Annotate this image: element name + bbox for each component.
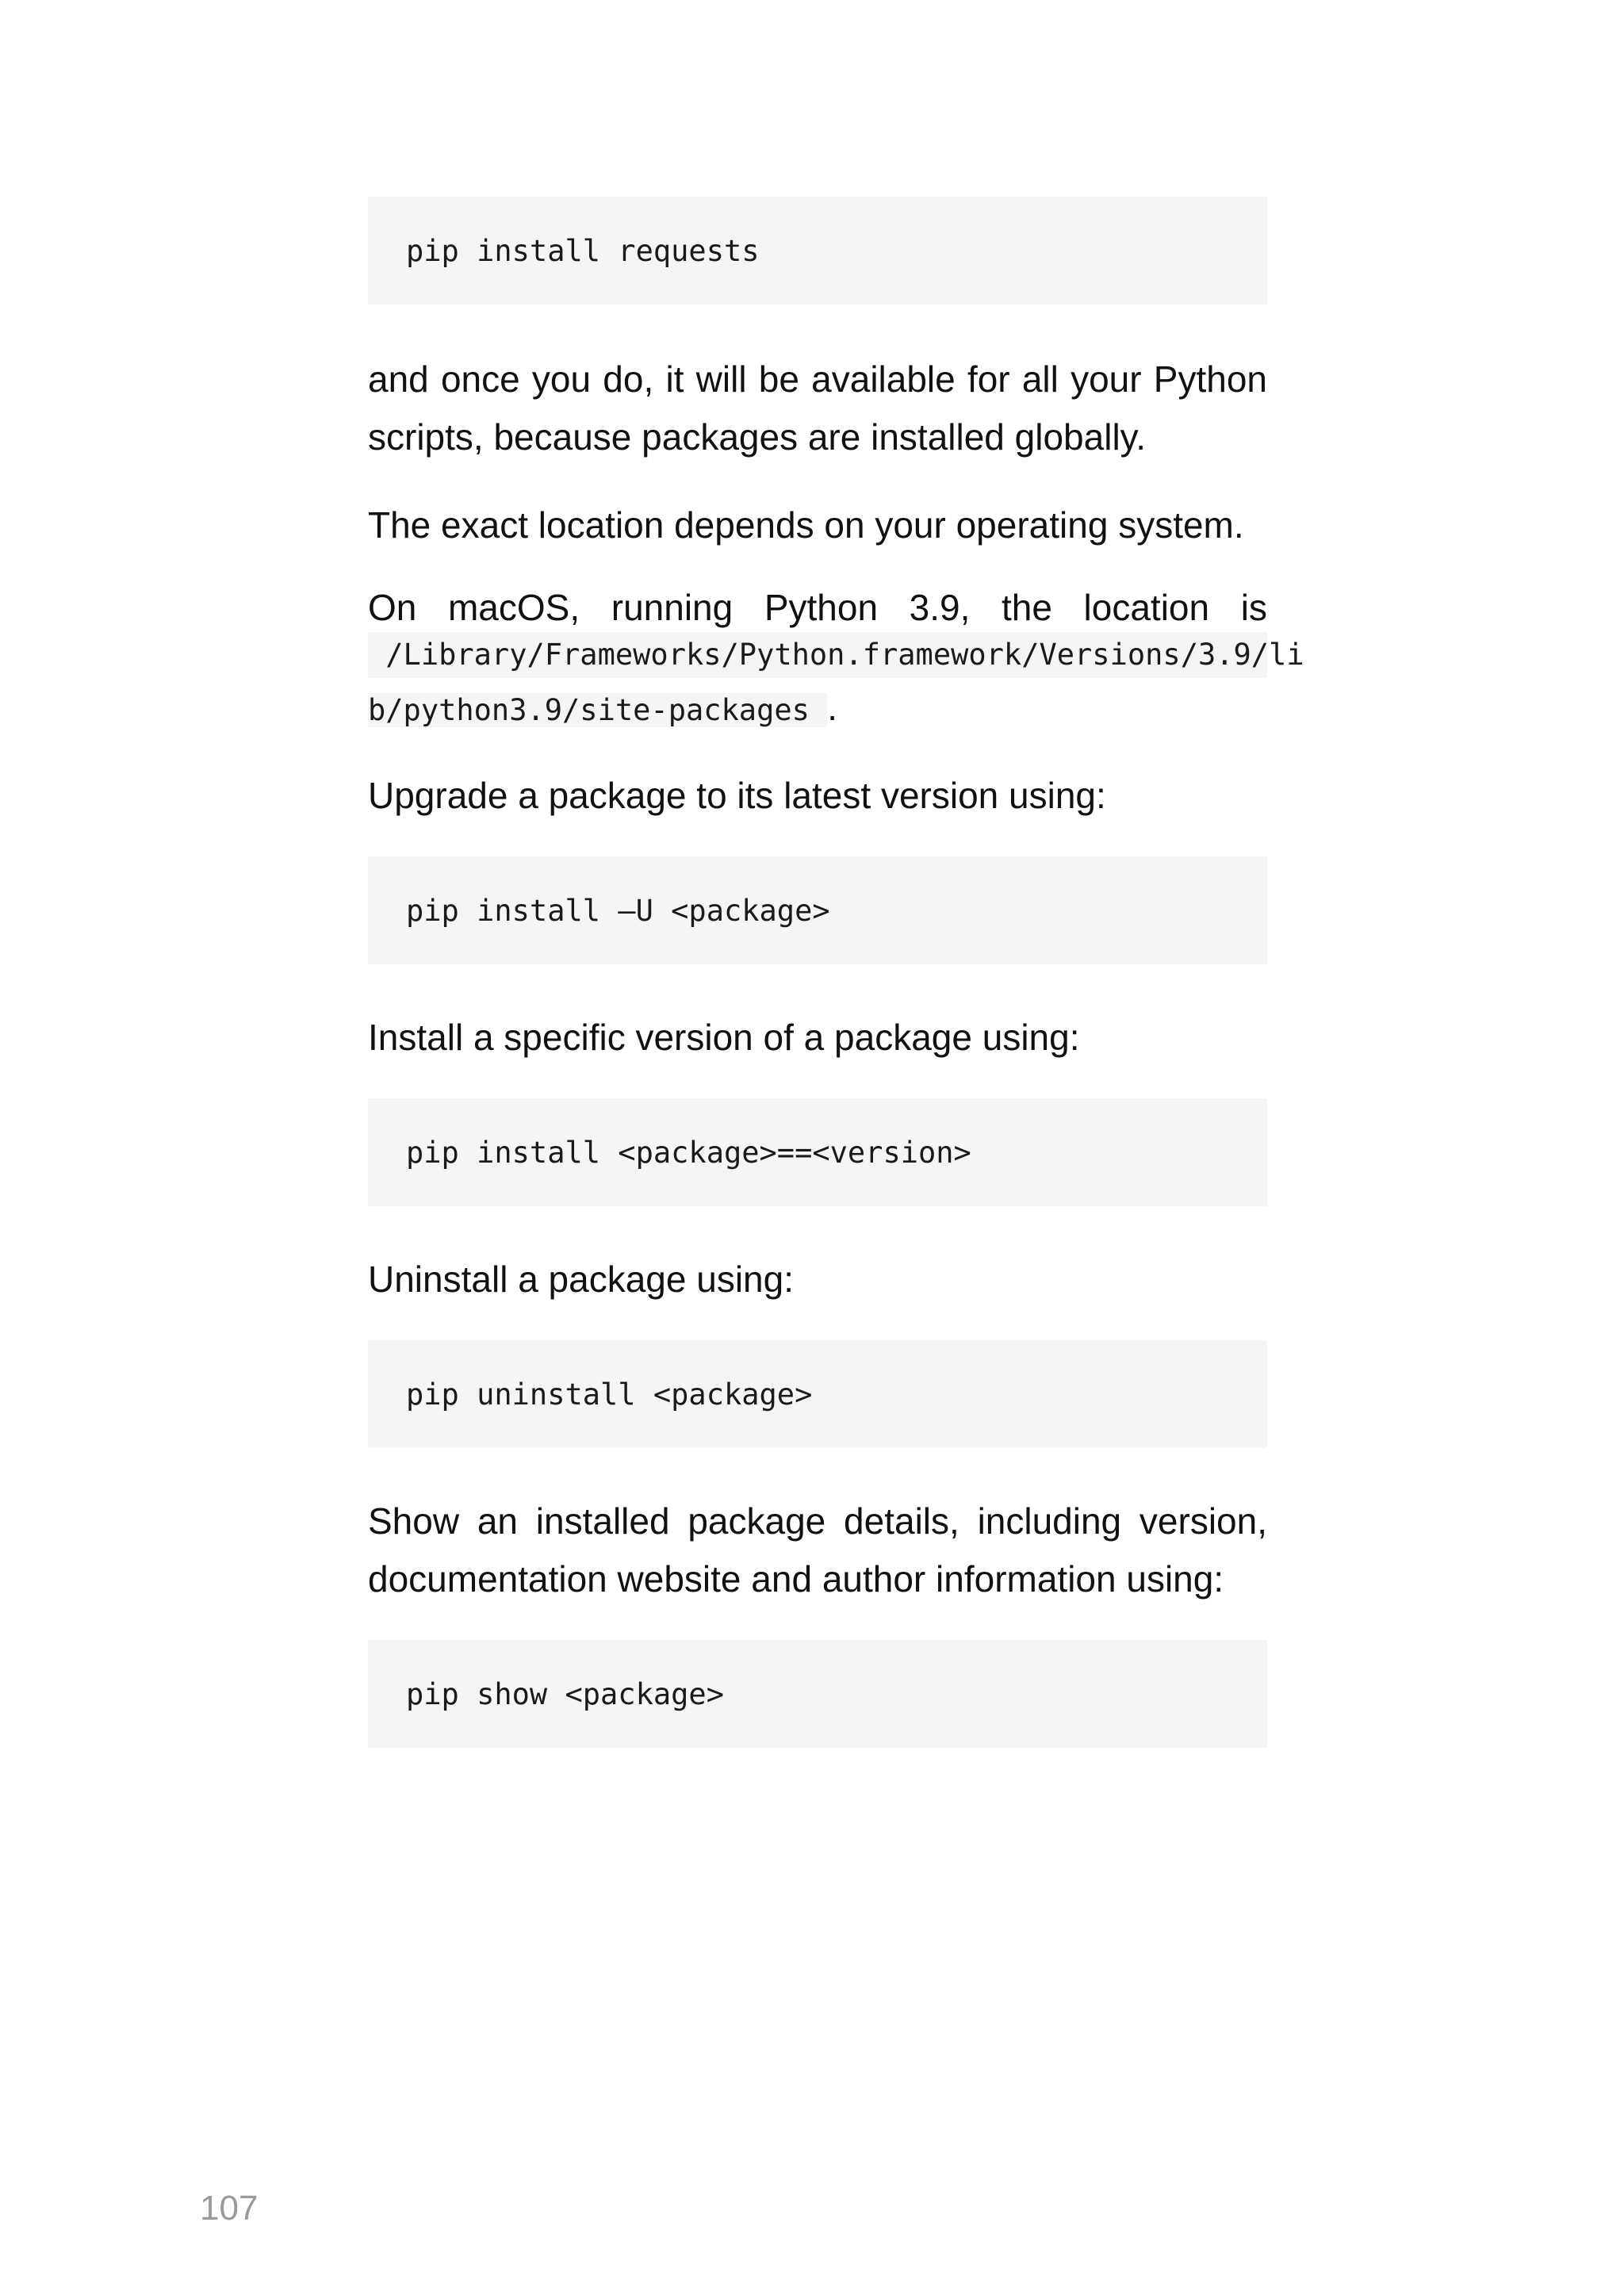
site-packages-path-part1: /Library/Frameworks/Python.framework/Versions/3.9/li [368, 632, 1267, 678]
paragraph-uninstall-package: Uninstall a package using: [368, 1259, 794, 1300]
code-block-pip-install-version: pip install <package>==<version> [368, 1098, 1267, 1206]
page-content [368, 197, 1304, 1748]
macos-location-sentence [368, 581, 1267, 629]
paragraph-exact-location: The exact location depends on your operating system. [368, 504, 1244, 546]
paragraph-install-specific-version: Install a specific version of a package using: [368, 1017, 1080, 1058]
paragraph-upgrade-package: Upgrade a package to its latest version using: [368, 775, 1106, 816]
code-block-pip-uninstall: pip uninstall <package> [368, 1340, 1267, 1448]
site-packages-path-part2: b/python3.9/site-packages [368, 693, 828, 727]
word: Python [764, 587, 879, 628]
word: On [368, 587, 417, 628]
word: running [611, 587, 733, 628]
code-block-pip-install-requests: pip install requests [368, 197, 1267, 305]
code-block-pip-show: pip show <package> [368, 1640, 1267, 1748]
code-block-pip-upgrade: pip install –U <package> [368, 856, 1267, 964]
period: . [827, 687, 837, 728]
page-number: 107 [200, 2189, 259, 2228]
paragraph-show-package: Show an installed package details, including version, documentation website and author information using: [368, 1500, 1267, 1600]
word: macOS, [447, 587, 580, 628]
site-packages-path-line2 [368, 684, 1267, 734]
paragraph-global-install: and once you do, it will be available for all your Python scripts, because packages are installed globally. [368, 358, 1267, 458]
word: is [1240, 587, 1267, 628]
word: the [1001, 587, 1052, 628]
paragraph-macos-location [368, 581, 1304, 734]
word: 3.9, [909, 587, 971, 628]
word: location [1083, 587, 1210, 628]
